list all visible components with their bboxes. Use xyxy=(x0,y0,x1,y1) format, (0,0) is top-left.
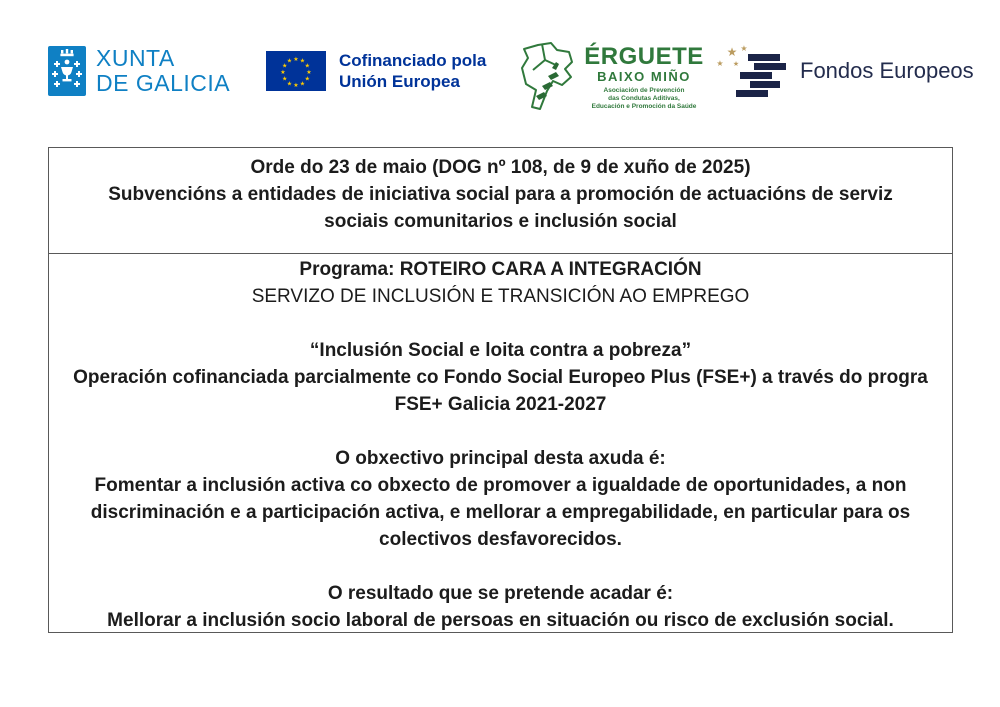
svg-text:★: ★ xyxy=(282,62,288,70)
erguete-baixo-mino-logo xyxy=(518,40,708,116)
program-title: Programa: ROTEIRO CARA A INTEGRACIÓN xyxy=(299,259,702,280)
erguete-subtitle: BAIXO MIÑO xyxy=(597,69,691,84)
svg-text:★: ★ xyxy=(293,82,299,89)
result-heading: O resultado que se pretende acadar é: xyxy=(327,583,674,604)
svg-text:★: ★ xyxy=(304,62,310,70)
svg-text:★: ★ xyxy=(732,60,740,68)
svg-text:★: ★ xyxy=(299,57,306,65)
erguete-description xyxy=(580,87,708,111)
fondos-europeos-label: Fondos Europeos xyxy=(800,58,974,83)
svg-text:★: ★ xyxy=(306,69,312,76)
svg-text:★: ★ xyxy=(280,69,286,76)
erguete-title: ÉRGUETE xyxy=(584,43,704,70)
erguete-desc-line1: Asociación de Prevención xyxy=(603,87,685,94)
svg-text:★: ★ xyxy=(716,59,724,68)
header-line-order: Orde do 23 de maio (DOG nº 108, de 9 de xuño de 2025) xyxy=(250,157,751,178)
erguete-map-icon xyxy=(518,40,576,116)
fondos-europeos-logo xyxy=(710,42,974,100)
xunta-crest-icon xyxy=(48,46,86,96)
xunta-logo-text xyxy=(96,46,230,96)
quote-line: “Inclusión Social e loita contra a pobreza” xyxy=(309,340,692,361)
result-line: Mellorar a inclusión socio laboral de persoas en situación ou risco de exclusión social. xyxy=(107,610,894,631)
svg-text:★: ★ xyxy=(286,57,293,65)
xunta-de-galicia-logo xyxy=(48,46,230,96)
cofinance-line-2: FSE+ Galicia 2021-2027 xyxy=(394,394,607,415)
objective-line-3: colectivos desfavorecidos. xyxy=(379,529,622,550)
xunta-logo-line2: DE GALICIA xyxy=(96,70,231,96)
table-header-cell xyxy=(49,148,952,254)
erguete-desc-line3: Educación e Promoción da Saúde xyxy=(591,103,697,110)
header-line-subsidy-1: Subvencións a entidades de iniciativa social para a promoción de actuacións de serviz xyxy=(108,184,893,205)
svg-text:★: ★ xyxy=(282,75,288,83)
eu-logo-line1: Cofinanciado pola xyxy=(339,51,487,70)
spacer xyxy=(49,310,952,337)
erguete-desc-line2: das Condutas Aditivas, xyxy=(608,95,680,102)
header-line-subsidy-2: sociais comunitarios e inclusión social xyxy=(324,211,677,232)
xunta-logo-line1: XUNTA xyxy=(96,45,175,71)
erguete-logo-text xyxy=(580,45,708,111)
svg-text:★: ★ xyxy=(740,44,748,53)
grant-info-table xyxy=(48,147,953,633)
spacer xyxy=(49,418,952,445)
svg-text:★: ★ xyxy=(304,75,310,83)
eu-flag-icon xyxy=(266,51,326,91)
fondos-bars-icon xyxy=(710,42,788,100)
svg-text:★: ★ xyxy=(726,45,738,59)
eu-logo-text xyxy=(339,50,486,92)
table-body-cell xyxy=(49,254,952,632)
eu-logo-line2: Unión Europea xyxy=(339,72,460,91)
objective-heading: O obxectivo principal desta axuda é: xyxy=(335,448,666,469)
svg-text:★: ★ xyxy=(293,56,299,63)
eu-cofinanced-logo xyxy=(266,50,486,92)
cofinance-line-1: Operación cofinanciada parcialmente co Fondo Social Europeo Plus (FSE+) a través do progra xyxy=(73,367,928,388)
program-subtitle: SERVIZO DE INCLUSIÓN E TRANSICIÓN AO EMPREGO xyxy=(251,286,750,307)
objective-line-1: Fomentar a inclusión activa co obxecto de promover a igualdade de oportunidades, a non xyxy=(94,475,907,496)
svg-text:★: ★ xyxy=(286,80,293,88)
spacer xyxy=(49,553,952,580)
svg-text:★: ★ xyxy=(299,80,306,88)
objective-line-2: discriminación e a participación activa, e mellorar a empregabilidade, en particular para os xyxy=(90,502,911,523)
